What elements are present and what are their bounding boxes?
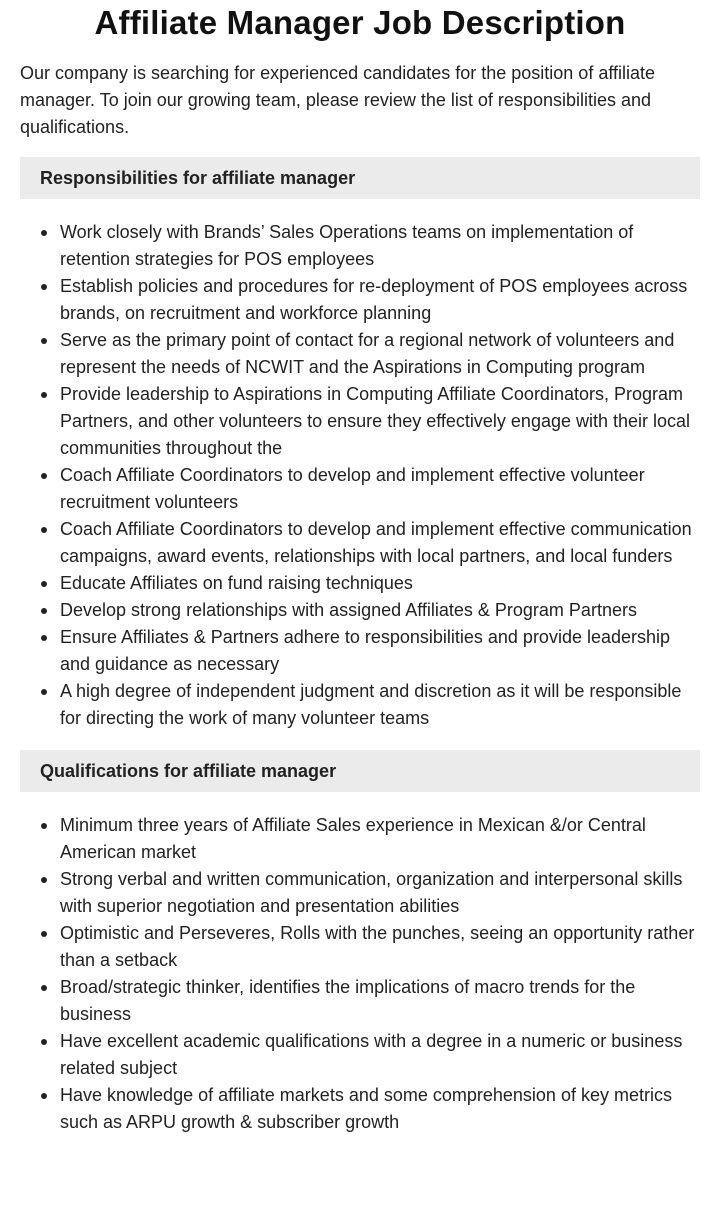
list-item: Develop strong relationships with assigned Affiliates & Program Partners [20, 597, 700, 624]
list-item: Coach Affiliate Coordinators to develop and implement effective volunteer recruitment volunteers [20, 462, 700, 516]
page-title: Affiliate Manager Job Description [94, 4, 626, 41]
list-item: A high degree of independent judgment and discretion as it will be responsible for directing the work of many volunteer teams [20, 678, 700, 732]
list-item: Have knowledge of affiliate markets and some comprehension of key metrics such as ARPU growth & subscriber growth [20, 1082, 700, 1136]
list-item: Educate Affiliates on fund raising techniques [20, 570, 700, 597]
list-item: Have excellent academic qualifications with a degree in a numeric or business related subject [20, 1028, 700, 1082]
intro-paragraph: Our company is searching for experienced candidates for the position of affiliate manager. To join our growing team, please review the list of responsibilities and qualifications. [20, 63, 656, 137]
list-item: Provide leadership to Aspirations in Computing Affiliate Coordinators, Program Partners, and other volunteers to ensure they effectively engage with their local communities throughout the [20, 381, 700, 462]
list-item: Broad/strategic thinker, identifies the implications of macro trends for the business [20, 974, 700, 1028]
responsibilities-heading: Responsibilities for affiliate manager [20, 157, 700, 199]
list-item: Ensure Affiliates & Partners adhere to responsibilities and provide leadership and guidance as necessary [20, 624, 700, 678]
qualifications-heading: Qualifications for affiliate manager [20, 750, 700, 792]
list-item: Optimistic and Perseveres, Rolls with the punches, seeing an opportunity rather than a setback [20, 920, 700, 974]
list-item: Work closely with Brands’ Sales Operations teams on implementation of retention strategies for POS employees [20, 219, 700, 273]
list-item: Establish policies and procedures for re-deployment of POS employees across brands, on recruitment and workforce planning [20, 273, 700, 327]
list-item: Coach Affiliate Coordinators to develop and implement effective communication campaigns, award events, relationships with local partners, and local funders [20, 516, 700, 570]
list-item: Minimum three years of Affiliate Sales experience in Mexican &/or Central American market [20, 812, 700, 866]
list-item: Serve as the primary point of contact for a regional network of volunteers and represent the needs of NCWIT and the Aspirations in Computing program [20, 327, 700, 381]
list-item: Strong verbal and written communication, organization and interpersonal skills with superior negotiation and presentation abilities [20, 866, 700, 920]
qualifications-list [20, 812, 700, 1136]
responsibilities-list [20, 219, 700, 732]
